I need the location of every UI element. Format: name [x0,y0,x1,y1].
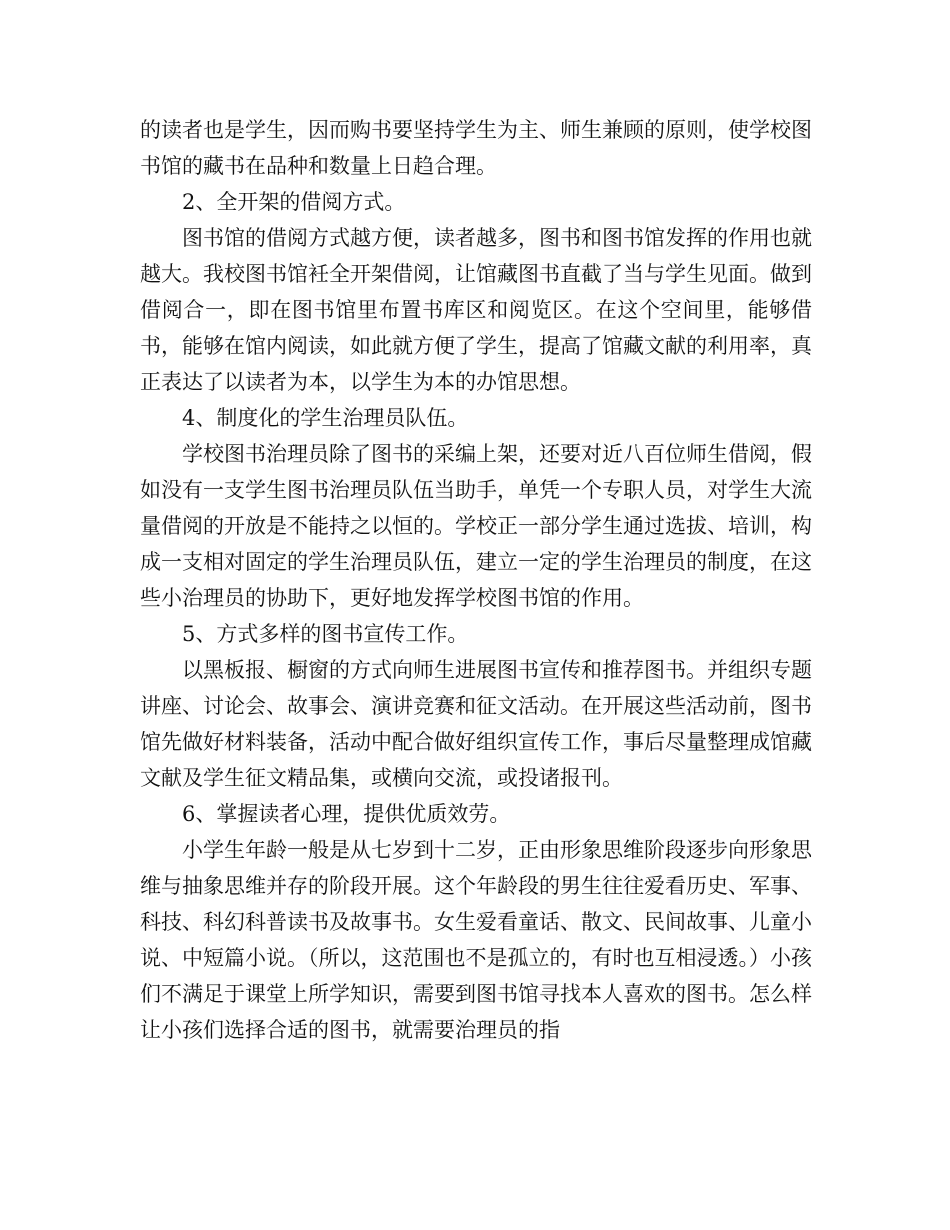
paragraph-publicity: 以黑板报、橱窗的方式向师生进展图书宣传和推荐图书。并组织专题讲座、讨论会、故事会、演讲竞赛和征文活动。在开展这些活动前，图书馆先做好材料装备，活动中配合做好组织宣传工作，事后尽量整理成馆藏文献及学生征文精品集，或横向交流，或投诸报刊。 [140,658,812,790]
paragraph-student-librarians: 学校图书治理员除了图书的采编上架，还要对近八百位师生借阅，假如没有一支学生图书治理员队伍当助手，单凭一个专职人员，对学生大流量借阅的开放是不能持之以恒的。学校正一部分学生通过选拔、培训，构成一支相对固定的学生治理员队伍，建立一定的学生治理员的制度，在这些小治理员的协助下，更好地发挥学校图书馆的作用。 [140,442,812,610]
paragraph-open-shelf: 图书馆的借阅方式越方便，读者越多，图书和图书馆发挥的作用也就越大。我校图书馆衽全开架借阅，让馆藏图书直截了当与学生见面。做到借阅合一，即在图书馆里布置书库区和阅览区。在这个空间里，能够借书，能够在馆内阅读，如此就方便了学生，提高了馆藏文献的利用率，真正表达了以读者为本，以学生为本的办馆思想。 [140,226,812,394]
paragraph-reader-psychology: 小学生年龄一般是从七岁到十二岁，正由形象思维阶段逐步向形象思维与抽象思维并存的阶段开展。这个年龄段的男生往往爱看历史、军事、科技、科幻科普读书及故事书。女生爱看童话、散文、民间故事、儿童小说、中短篇小说。（所以，这范围也不是孤立的，有时也互相浸透。）小孩们不满足于课堂上所学知识，需要到图书馆寻找本人喜欢的图书。怎么样让小孩们选择合适的图书，就需要治理员的指 [140,838,812,1042]
document-body [140,112,812,1048]
section-heading-5: 5、方式多样的图书宣传工作。 [182,622,469,646]
section-heading-6: 6、掌握读者心理，提供优质效劳。 [182,802,511,826]
paragraph-continuation: 的读者也是学生，因而购书要坚持学生为主、师生兼顾的原则，使学校图书馆的藏书在品种和数量上日趋合理。 [140,118,812,178]
section-heading-4: 4、制度化的学生治理员队伍。 [182,406,469,430]
section-heading-2: 2、全开架的借阅方式。 [182,190,406,214]
